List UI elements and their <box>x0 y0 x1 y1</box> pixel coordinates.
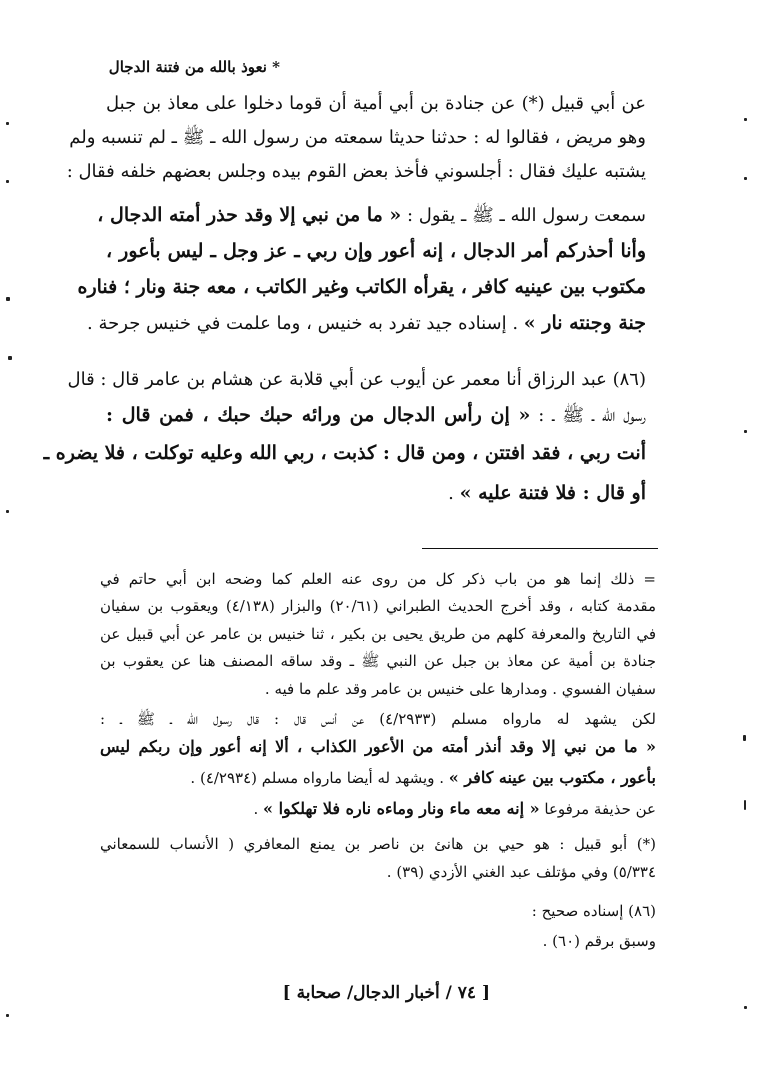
footnote-line: « ما من نبي إلا وقد أنذر أمته من الأعور الكذاب ، ألا إنه أعور وإن ربكم ليس <box>100 737 656 756</box>
text-line: يشتبه عليك فقال : أجلسوني فأخذ بعض القوم بيده وجلس بعضهم خلفه فقال : <box>66 161 646 182</box>
text-line: أو قال : فلا فتنة عليه » . <box>448 482 646 504</box>
running-header: * نعوذ بالله من فتنة الدجال <box>108 58 280 76</box>
scan-speck <box>744 177 747 180</box>
text-line: أنت ربي ، فقد افتتن ، ومن قال : كذبت ، ربي الله وعليه توكلت ، فلا يضره ـ <box>43 442 646 464</box>
scan-speck <box>6 297 10 301</box>
page-footer: [ ٧٤ / أخبار الدجال/ صحابة ] <box>282 983 490 1003</box>
scan-speck <box>6 180 9 183</box>
footnote-line: (*) أبو قبيل : هو حيي بن هانئ بن ناصر بن يمنع المعافري ( الأنساب للسمعاني <box>100 835 656 853</box>
footnote-line: عن حذيفة مرفوعا « إنه معه ماء ونار وماءه ناره فلا تهلكوا » . <box>253 799 656 818</box>
scan-speck <box>6 122 9 125</box>
text-line: جنة وجنته نار » . إسناده جيد تفرد به خنيس ، وما علمت في خنيس جرحة . <box>87 312 646 334</box>
footnote-line: = ذلك إنما هو من باب ذكر كل من روى عنه العلم كما وضحه ابن أبي حاتم في <box>100 570 656 588</box>
footnote-line: سفيان الفسوي . ومدارها على خنيس بن عامر وقد علم ما فيه . <box>264 680 656 698</box>
footnote-line: (٨٦) إسناده صحيح : <box>531 902 656 920</box>
scan-speck <box>743 735 746 741</box>
footnote-line: مقدمة كتابه ، وقد أخرج الحديث الطبراني (٢٠/٦١) والبزار (٤/١٣٨) ويعقوب بن سفيان <box>100 597 656 615</box>
scan-speck <box>744 800 746 810</box>
footnote-line: جنادة بن أمية عن معاذ بن جبل عن النبي ﷺ ـ وقد ساقه المصنف هنا عن يعقوب بن <box>100 652 656 670</box>
text-line: وأنا أحذركم أمر الدجال ، إنه أعور وإن ربي ـ عز وجل ـ ليس بأعور ، <box>106 240 646 262</box>
hadith-86-line: (٨٦) عبد الرزاق أنا معمر عن أيوب عن أبي قلابة عن هشام بن عامر قال : قال <box>67 369 646 390</box>
text-line: وهو مريض ، فقالوا له : حدثنا حديثا سمعته من رسول الله ـ ﷺ ـ لم تنسبه ولم <box>69 127 646 148</box>
text-line: سمعت رسول الله ـ ﷺ ـ يقول : « ما من نبي إلا وقد حذر أمته الدجال ، <box>97 204 646 226</box>
footnote-divider <box>422 548 658 549</box>
footnote-line: في التاريخ والمعرفة كلهم من طريق يحيى بن بكير ، ثنا خنيس بن عامر عن أبي قبيل عن <box>100 625 656 643</box>
text-line: عن أبي قبيل (*) عن جنادة بن أبي أمية أن قوما دخلوا على معاذ بن جبل <box>106 93 646 114</box>
footnote-line: وسبق برقم (٦٠) . <box>542 932 656 950</box>
scan-speck <box>744 118 747 121</box>
scan-speck <box>8 356 12 360</box>
footnote-line: ٥/٣٣٤) وفي مؤتلف عبد الغني الأزدي (٣٩) . <box>386 863 656 881</box>
footnote-line: بأعور ، مكتوب بين عينه كافر » . ويشهد له أيضا مارواه مسلم (٤/٢٩٣٤) . <box>190 768 656 787</box>
scan-speck <box>6 510 9 513</box>
scan-speck <box>744 1006 747 1009</box>
text-line: مكتوب بين عينيه كافر ، يقرأه الكاتب وغير الكاتب ، معه جنة ونار ؛ فناره <box>77 276 646 298</box>
scan-speck <box>744 430 747 433</box>
text-line: رسول الله ـ ﷺ ـ : « إن رأس الدجال من ورائه حبك حبك ، فمن قال : <box>106 404 646 426</box>
scan-speck <box>6 1014 9 1017</box>
footnote-line: لكن يشهد له مارواه مسلم (٤/٢٩٣٣) عن أنس قال : قال رسول الله ـ ﷺ ـ : <box>100 710 657 728</box>
